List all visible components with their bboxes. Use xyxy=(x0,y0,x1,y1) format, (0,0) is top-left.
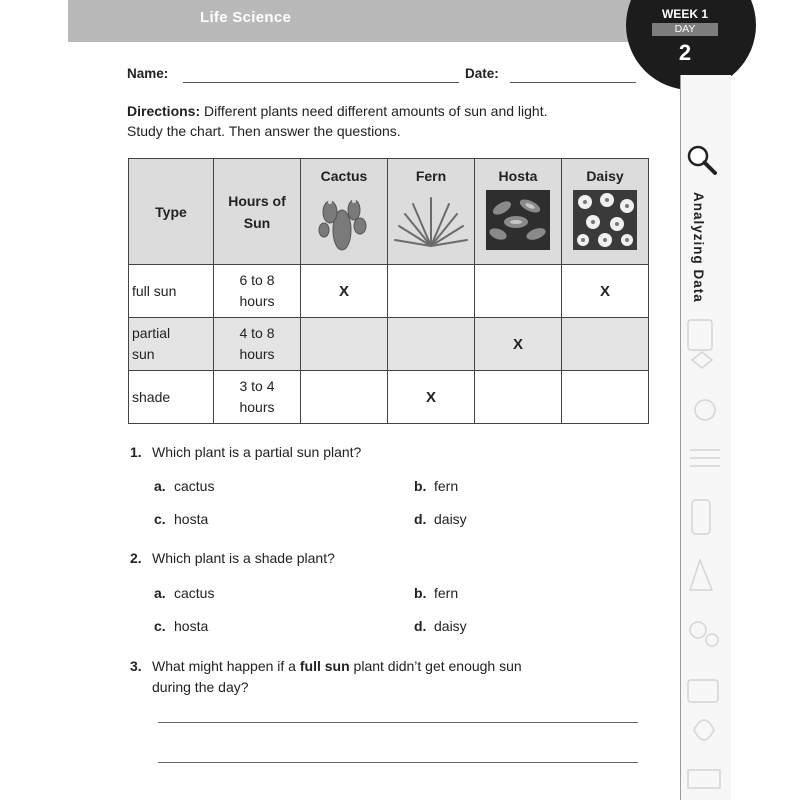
header-band xyxy=(68,0,680,42)
option-letter: d. xyxy=(414,618,427,634)
cell-cactus xyxy=(301,318,388,371)
magnifier-icon xyxy=(686,144,718,176)
name-field[interactable] xyxy=(183,82,459,83)
header-fern xyxy=(388,159,475,265)
directions-text-1: Different plants need different amounts of sun and light. xyxy=(200,103,548,119)
question-text-post: plant didn’t get enough sun xyxy=(349,658,522,674)
answer-line-1[interactable] xyxy=(158,722,638,723)
day-label: DAY xyxy=(652,23,718,36)
q1-option-a[interactable] xyxy=(154,478,214,494)
cell-daisy: X xyxy=(562,265,649,318)
cell-fern xyxy=(388,318,475,371)
directions xyxy=(127,101,647,141)
answer-line-2[interactable] xyxy=(158,762,638,763)
q2-option-a[interactable] xyxy=(154,585,214,601)
directions-label: Directions: xyxy=(127,103,201,119)
option-text: fern xyxy=(434,478,459,494)
option-letter: a. xyxy=(154,585,166,601)
question-text-bold: full sun xyxy=(299,658,350,674)
cactus-icon xyxy=(312,190,376,252)
cell-hosta xyxy=(475,265,562,318)
header-hosta xyxy=(475,159,562,265)
cell-hosta: X xyxy=(475,318,562,371)
plant-name: Hosta xyxy=(498,168,538,184)
row-type xyxy=(129,371,214,424)
row-hours xyxy=(214,371,301,424)
header-sun-line1: Hours of xyxy=(228,192,286,209)
q1-option-d[interactable] xyxy=(414,511,467,527)
cell-cactus xyxy=(301,371,388,424)
question-number: 1. xyxy=(130,444,142,460)
section-label: Analyzing Data xyxy=(691,192,706,303)
option-letter: d. xyxy=(414,511,427,527)
week-label: WEEK 1 xyxy=(661,7,708,21)
date-label: Date: xyxy=(465,66,499,81)
daisy-icon xyxy=(573,190,637,250)
question-text-line2: during the day? xyxy=(152,679,249,695)
q1-option-c[interactable] xyxy=(154,511,208,527)
q1-option-b[interactable] xyxy=(414,478,458,494)
table-row xyxy=(129,318,649,371)
row-hours xyxy=(214,265,301,318)
option-text: cactus xyxy=(174,478,215,494)
row-type xyxy=(129,318,214,371)
header-type: Type xyxy=(129,159,214,265)
option-text: hosta xyxy=(174,618,209,634)
cell-daisy xyxy=(562,371,649,424)
option-letter: c. xyxy=(154,511,166,527)
cell-hosta xyxy=(475,371,562,424)
type-text-1: partial xyxy=(132,325,171,341)
hours-text-2: hours xyxy=(239,399,275,415)
question-number: 2. xyxy=(130,550,142,566)
option-text: daisy xyxy=(434,511,467,527)
q2-option-c[interactable] xyxy=(154,618,208,634)
question-number: 3. xyxy=(130,658,142,674)
option-text: hosta xyxy=(174,511,209,527)
directions-text-2: Study the chart. Then answer the questions. xyxy=(127,123,401,139)
table-header-row xyxy=(129,159,649,265)
q2-option-d[interactable] xyxy=(414,618,467,634)
question-text: Which plant is a partial sun plant? xyxy=(152,444,362,460)
cell-cactus: X xyxy=(301,265,388,318)
header-hours-of-sun xyxy=(214,159,301,265)
science-doodles-icon xyxy=(680,300,730,800)
header-cactus xyxy=(301,159,388,265)
q2-option-b[interactable] xyxy=(414,585,458,601)
option-text: cactus xyxy=(174,585,215,601)
question-text: Which plant is a shade plant? xyxy=(152,550,335,566)
question-3 xyxy=(130,656,522,698)
type-text: full sun xyxy=(132,282,177,299)
option-letter: b. xyxy=(414,585,427,601)
hours-text-2: hours xyxy=(239,293,275,309)
cell-fern: X xyxy=(388,371,475,424)
sun-chart-table xyxy=(128,158,649,424)
plant-name: Fern xyxy=(415,168,447,184)
plant-name: Daisy xyxy=(586,168,624,184)
name-label: Name: xyxy=(127,66,169,81)
question-2 xyxy=(130,550,335,566)
header-daisy xyxy=(562,159,649,265)
cell-fern xyxy=(388,265,475,318)
row-hours xyxy=(214,318,301,371)
subject-title: Life Science xyxy=(200,9,292,26)
option-letter: b. xyxy=(414,478,427,494)
question-1 xyxy=(130,444,361,460)
question-text-pre: What might happen if a xyxy=(152,658,300,674)
option-letter: a. xyxy=(154,478,166,494)
hours-text-1: 6 to 8 xyxy=(239,272,275,288)
hosta-icon xyxy=(486,190,550,250)
hours-text-1: 4 to 8 xyxy=(239,325,275,341)
type-text: shade xyxy=(132,388,171,405)
day-number: 2 xyxy=(678,40,692,65)
header-sun-line2: Sun xyxy=(243,214,271,231)
fern-icon xyxy=(393,190,469,250)
date-field[interactable] xyxy=(510,82,636,83)
type-text-2: sun xyxy=(132,346,155,362)
table-row xyxy=(129,265,649,318)
option-letter: c. xyxy=(154,618,166,634)
option-text: daisy xyxy=(434,618,467,634)
hours-text-1: 3 to 4 xyxy=(239,378,275,394)
hours-text-2: hours xyxy=(239,346,275,362)
cell-daisy xyxy=(562,318,649,371)
table-row xyxy=(129,371,649,424)
plant-name: Cactus xyxy=(320,168,368,184)
option-text: fern xyxy=(434,585,459,601)
row-type xyxy=(129,265,214,318)
